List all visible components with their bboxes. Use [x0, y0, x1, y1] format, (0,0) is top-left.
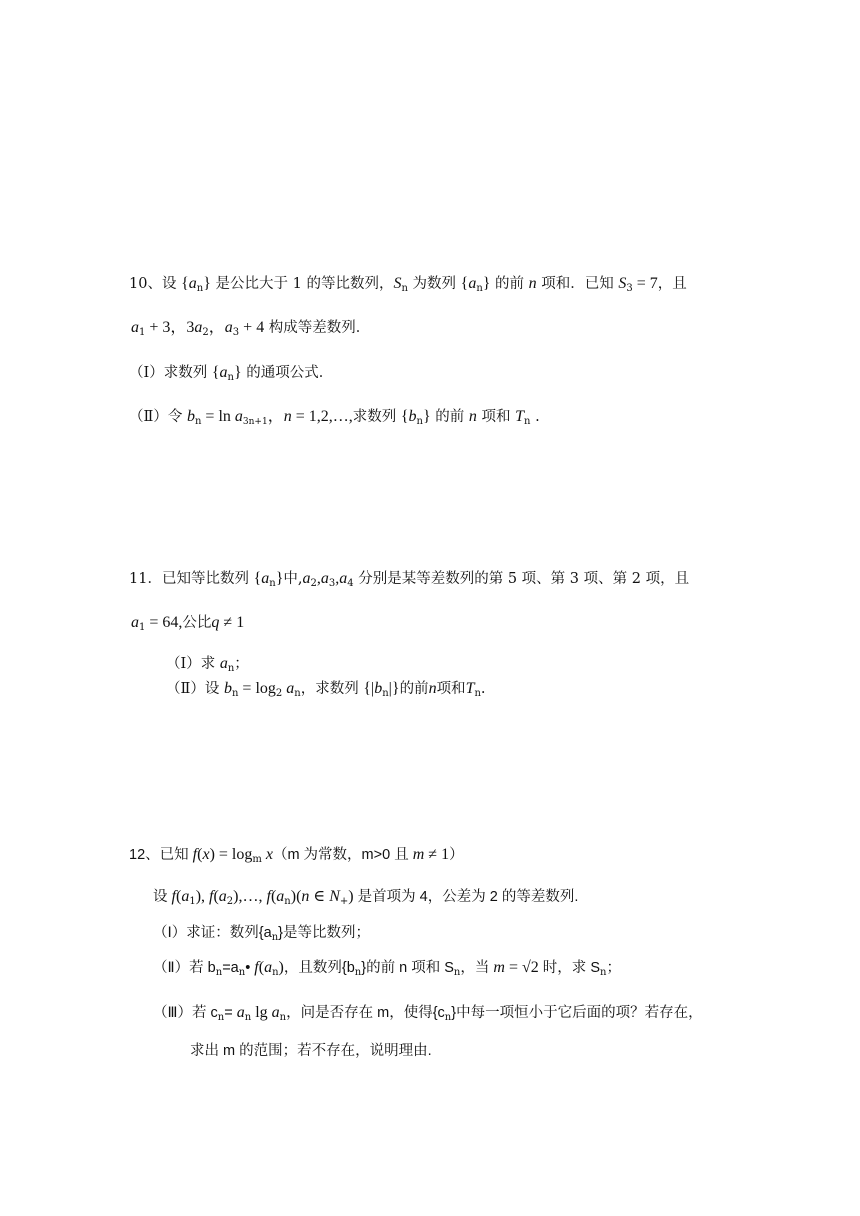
math-text: ， [267, 408, 284, 425]
text: 的前 [490, 276, 529, 292]
text: 12、已知 [129, 847, 193, 863]
subscript: n [227, 663, 235, 674]
math-text: = ln [201, 408, 235, 425]
math-text: ( [175, 888, 182, 905]
text: 的通项公式． [241, 365, 334, 381]
subscript: n [196, 283, 204, 294]
math-symbol: a [276, 888, 285, 905]
q10-part2 [129, 407, 540, 427]
subscript: n [269, 578, 276, 589]
math-symbol: n [428, 680, 437, 697]
subscript: 3 [328, 578, 336, 589]
math-symbol: a [264, 959, 273, 976]
subscript: n [231, 688, 239, 699]
math-text: = log [238, 680, 276, 697]
math-text: ),…, [233, 888, 267, 905]
math-symbol: b [408, 408, 417, 425]
text: （Ⅰ）求数列 [129, 365, 212, 381]
math-text: ) [278, 959, 284, 976]
text: }的前 n 项和 S [361, 960, 454, 976]
text: ，问是否存在 m，使得{c [286, 1005, 445, 1021]
math-symbol: N [329, 888, 340, 905]
text: 设 [153, 889, 172, 905]
math-symbol: T [465, 680, 475, 697]
math-text: } [422, 408, 431, 425]
subscript: 1 [139, 622, 146, 633]
subscript: 2 [226, 896, 234, 907]
text: • [245, 960, 255, 976]
math-symbol: f [266, 888, 271, 905]
text: （Ⅰ）求证：数列{a [153, 925, 272, 941]
math-symbol: a [219, 655, 228, 672]
math-symbol: n [468, 408, 477, 425]
math-text: ≠ 1 [219, 614, 245, 631]
math-text: ( [258, 959, 265, 976]
text: ，当 [460, 960, 494, 976]
q12-part1 [153, 923, 370, 943]
subscript: 2 [275, 688, 283, 699]
math-symbol: a [181, 888, 190, 905]
text: 10、设 [129, 276, 182, 292]
subscript: n [279, 1012, 287, 1023]
subscript: 1 [139, 327, 146, 338]
math-text: ( [197, 846, 203, 863]
math-symbol: a [218, 888, 227, 905]
q11-stem-cont [131, 613, 244, 633]
subscript: n [215, 967, 223, 978]
math-text: ), [195, 888, 210, 905]
math-symbol: a [271, 1004, 280, 1021]
text: }中每一项恒小于它后面的项？若存在， [451, 1005, 703, 1021]
q10-stem-cont [131, 318, 370, 338]
text: 分别是某等差数列的第 5 项、第 3 项、第 2 项，且 [353, 571, 690, 587]
subscript: n [227, 372, 234, 383]
math-symbol: a [188, 275, 197, 292]
math-text: { [400, 408, 409, 425]
subscript: n [476, 283, 483, 294]
subscript: 2 [202, 327, 209, 338]
math-text: = 64, [145, 614, 183, 631]
math-symbol: a [320, 570, 329, 587]
text: ； [234, 656, 249, 672]
text: ； [606, 960, 621, 976]
math-symbol: a [282, 680, 295, 697]
math-text: , [316, 570, 321, 587]
math-symbol: m [412, 846, 425, 863]
text: 11．已知等比数列 [129, 571, 254, 587]
math-symbol: b [374, 680, 383, 697]
q12-part2 [153, 958, 621, 978]
math-text: { [211, 364, 220, 381]
text: 项和 [476, 409, 516, 425]
text: 时，求 S [538, 960, 600, 976]
math-symbol: a [219, 364, 228, 381]
subscript: 1 [189, 896, 196, 907]
q12-stem [129, 845, 464, 865]
subscript: n [600, 967, 607, 978]
math-text: + 4 [239, 319, 265, 336]
subscript: m [252, 854, 262, 865]
math-symbol: x [202, 846, 210, 863]
q11-part1 [166, 654, 249, 674]
subscript: 3n+1 [242, 417, 268, 427]
math-symbol: a [339, 570, 348, 587]
subscript: n [474, 688, 481, 699]
text: 求数列 [352, 409, 401, 425]
text: ，且 [657, 276, 687, 292]
math-text: } [482, 275, 491, 292]
text: 构成等差数列． [264, 320, 371, 336]
subscript: n [453, 967, 461, 978]
text: 公比 [182, 615, 212, 631]
text: =a [222, 960, 239, 976]
text: （m 为常数，m>0 且 [272, 847, 413, 863]
text: 的前 [430, 409, 469, 425]
text: 中, [283, 571, 303, 587]
math-symbol: a [236, 1004, 245, 1021]
math-text: ( [270, 888, 277, 905]
subscript: n [416, 416, 423, 427]
math-symbol: f [254, 959, 259, 976]
math-text: + 3，3 [145, 319, 195, 336]
q10-stem [129, 274, 687, 294]
math-text: } [203, 275, 211, 292]
math-text: { [253, 570, 262, 587]
subscript: n [244, 1012, 252, 1023]
text: 项和．已知 [536, 276, 619, 292]
subscript: n [194, 416, 202, 427]
math-symbol: a [224, 319, 233, 336]
math-symbol: q [211, 614, 220, 631]
math-symbol: T [515, 408, 525, 425]
math-symbol: n [528, 275, 537, 292]
subscript: n [271, 932, 279, 943]
text: 为数列 [407, 276, 461, 292]
math-symbol: a [234, 408, 243, 425]
math-text: ≠ 1 [424, 846, 450, 863]
text: ） [449, 847, 464, 863]
math-text: , [335, 570, 340, 587]
math-symbol: S [393, 275, 402, 292]
text: （Ⅲ）若 c [153, 1005, 218, 1021]
subscript: 3 [232, 327, 240, 338]
text: . [480, 681, 486, 697]
q11-part2 [166, 679, 486, 699]
text: 是首项为 4，公差为 2 的等差数列. [353, 889, 579, 905]
math-text: } [233, 364, 242, 381]
subscript: n [444, 1012, 452, 1023]
subscript: n [217, 1012, 225, 1023]
math-text: = 1,2,…, [291, 408, 353, 425]
text: 求出 m 的范围；若不存在，说明理由. [190, 1043, 432, 1059]
text: 的前 [399, 681, 429, 697]
math-text: |} [388, 680, 400, 697]
math-symbol: b [223, 680, 232, 697]
math-symbol: x [261, 846, 273, 863]
text: （Ⅱ）令 [129, 409, 187, 425]
math-symbol: a [261, 570, 270, 587]
q12-part3 [153, 1003, 703, 1023]
text: ，求数列 [300, 681, 364, 697]
text: . [530, 409, 540, 425]
math-symbol: m [493, 959, 505, 976]
math-text: = √2 [504, 959, 539, 976]
text: 是公比大于 1 的等比数列， [210, 276, 394, 292]
math-symbol: n [283, 408, 292, 425]
math-symbol: f [171, 888, 176, 905]
text: （Ⅱ）若 b [153, 960, 216, 976]
text: ，且数列{b [283, 960, 355, 976]
math-text: )( [290, 888, 302, 905]
q12-stem-cont [153, 887, 578, 907]
math-symbol: f [192, 846, 198, 863]
math-text: = 7 [632, 275, 658, 292]
subscript: n [284, 896, 291, 907]
math-text: { [181, 275, 189, 292]
math-text: {| [363, 680, 375, 697]
math-symbol: f [209, 888, 214, 905]
math-text: ( [213, 888, 219, 905]
math-symbol: b [186, 408, 195, 425]
subscript: n [401, 283, 408, 294]
math-text: ) [348, 888, 354, 905]
math-text: ， [208, 319, 225, 336]
math-text: { [460, 275, 469, 292]
subscript: n [524, 416, 531, 427]
subscript: + [339, 896, 349, 907]
math-text: } [275, 570, 284, 587]
subscript: n [354, 967, 362, 978]
subscript: n [272, 967, 279, 978]
subscript: 3 [626, 283, 633, 294]
q11-stem [129, 569, 689, 589]
text: （Ⅱ）设 [166, 681, 224, 697]
subscript: n [294, 688, 301, 699]
math-symbol: a [468, 275, 477, 292]
subscript: n [382, 688, 389, 699]
q10-part1 [129, 363, 333, 383]
math-symbol: a [131, 614, 139, 631]
text: （Ⅰ）求 [166, 656, 220, 672]
math-symbol: n [301, 888, 310, 905]
text: = [224, 1005, 237, 1021]
math-symbol: a [131, 319, 139, 336]
text: }是等比数列； [278, 925, 370, 941]
math-text: ) = log [209, 846, 253, 863]
text: 项和 [436, 681, 466, 697]
math-symbol: a [194, 319, 203, 336]
subscript: n [238, 967, 246, 978]
subscript: 2 [310, 578, 317, 589]
math-symbol: a [302, 570, 311, 587]
math-text: lg [251, 1004, 272, 1021]
math-symbol: S [618, 275, 627, 292]
math-text: ∈ [309, 888, 330, 905]
subscript: 4 [347, 578, 354, 589]
q12-part3-cont [190, 1041, 432, 1061]
